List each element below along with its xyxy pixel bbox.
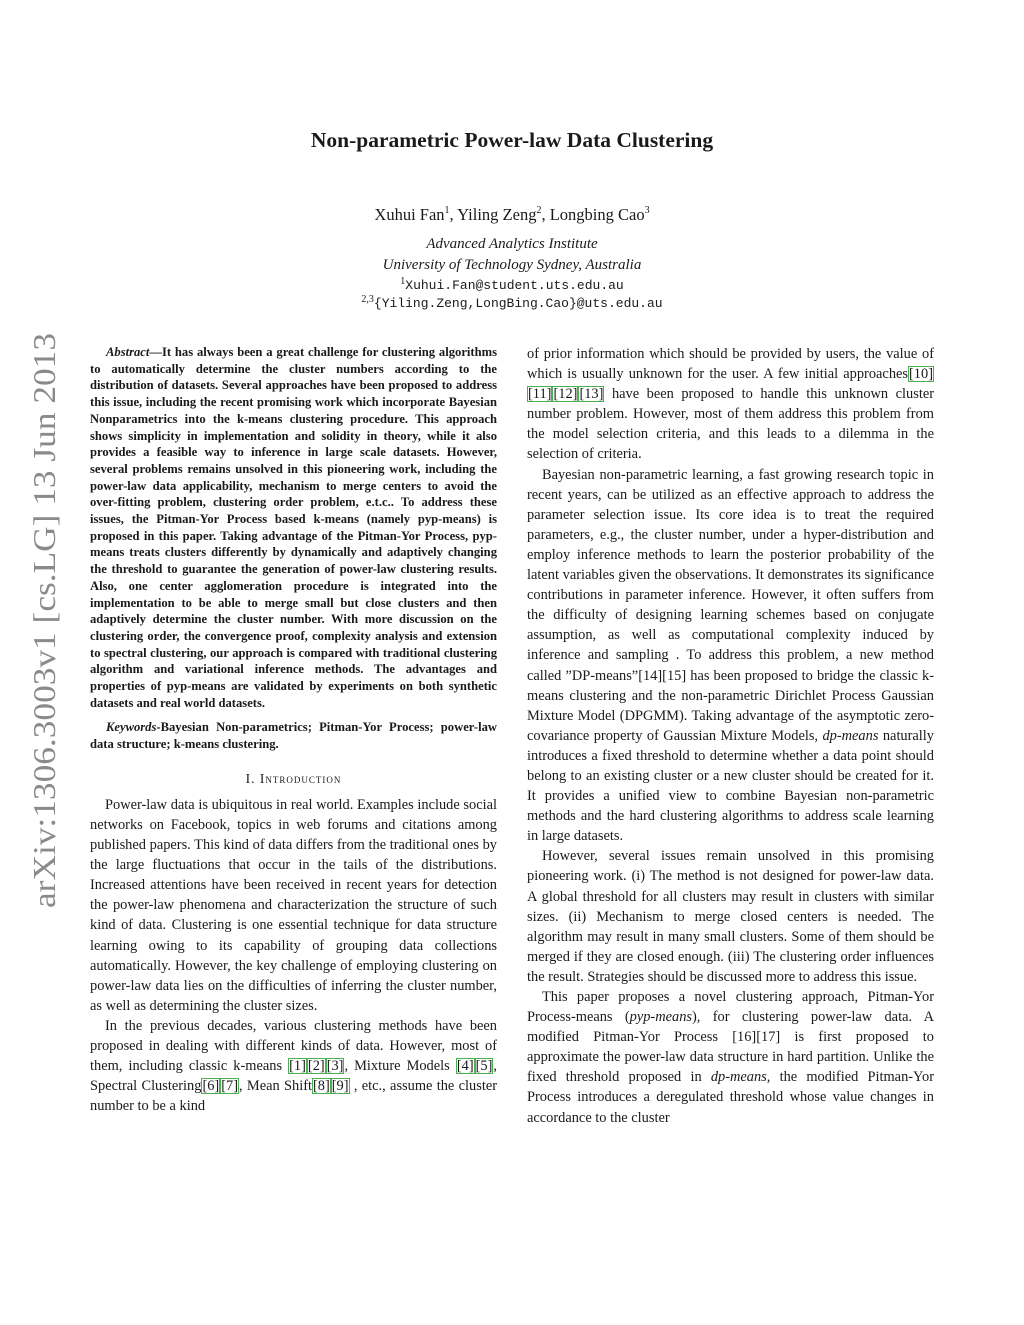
citation-link[interactable]: [11]: [528, 386, 552, 403]
paragraph-text: have been proposed to handle this unknown cluster number problem. However, most of them address this problem from the model selection criteria, and this leads to a dilemma in the selection of criteria.: [527, 386, 934, 463]
paragraph-text: naturally introduces a fixed threshold to determine whether a data point should belong to an existing cluster or a new cluster should be created for it. It provides a unified view to combine Bayesian non-parametric methods and the hard clustering algorithms to address scale learning in large datasets.: [527, 727, 935, 845]
body-paragraph: [527, 344, 934, 465]
citation-link[interactable]: [2]: [307, 1058, 325, 1075]
email-line-1: [0, 276, 1024, 293]
left-column: [90, 344, 497, 1116]
method-name: dp-means: [710, 1069, 767, 1086]
paragraph-text: , Mean Shift: [239, 1078, 312, 1095]
author-mark: 2: [536, 205, 542, 216]
paragraph-text: of prior information which should be provided by users, the value of which is usually unknown for the user. A few initial approaches: [527, 346, 934, 383]
citation-link[interactable]: [7]: [221, 1078, 238, 1095]
body-paragraph: However, several issues remain unsolved in this promising pioneering work. (i) The method is not designed for power-law data. A global threshold for all clusters may result in clusters with similar sizes. (ii) Mechanism to merge closed centers is needed. The algorithm may result in many small clusters. Some of them should be merged if they are closed enough. (iii) The clustering order influences the result. Strategies should be discussed more to address this issue.: [527, 848, 934, 985]
paragraph-text: , the modified Pitman-Yor Process introduces a deregulated threshold whose value changes in accordance to the cluster: [527, 1069, 934, 1126]
paragraph-text: ), for clustering power-law data. A modified Pitman-Yor Process [16][17] is first proposed to approximate the power-law data structure in hard partition. Unlike the fixed threshold proposed in: [527, 1009, 934, 1086]
author-name: Yiling Zeng: [457, 205, 537, 224]
paragraph-text: Bayesian non-parametric learning, a fast growing research topic in recent years, can be utilized as an effective approach to address the parameter selection issue. Its core idea is to treat the required parameters, e.g., the cluster number, under a hyper-distribution and employ inference methods to learn the posterior probability of the latent variables given the observations. It demonstrates its significance contributions in parameter inference. However, it often suffers from the difficulty of designing learning schemes based on conjugate assumption, as well as computational complexity induced by inference and sampling . To address this problem, a new method called ”DP-means”[14][15] has been proposed to bridge the classic k-means clustering and the non-parametric Dirichlet Process Gaussian Mixture Model (DPGMM). Taking advantage of the asymptotic zero-covariance property of Gaussian Mixture Models,: [527, 466, 934, 744]
citation-link[interactable]: [12]: [553, 386, 578, 403]
citation-link[interactable]: [6]: [202, 1078, 220, 1095]
author-mark: 3: [644, 205, 650, 216]
citation-link[interactable]: [3]: [326, 1058, 344, 1075]
arxiv-identifier: arXiv:1306.3003v1 [cs.LG] 13 Jun 2013: [27, 395, 62, 908]
citation-link[interactable]: [10]: [909, 366, 933, 383]
affiliation-university: University of Technology Sydney, Australia: [382, 257, 642, 273]
abstract: [90, 344, 497, 711]
right-column: [527, 344, 934, 1128]
email-address[interactable]: Xuhui.Fan@student.uts.edu.au: [405, 278, 624, 293]
author-name: Longbing Cao: [549, 205, 645, 224]
citation-link[interactable]: [1]: [289, 1058, 306, 1075]
keywords-label: Keywords: [106, 720, 157, 735]
author-mark: 1: [444, 205, 450, 216]
affiliation-institute: Advanced Analytics Institute: [426, 236, 598, 252]
citation-link[interactable]: [13]: [579, 386, 604, 403]
citation-link[interactable]: [8]: [312, 1078, 330, 1095]
intro-paragraph: [90, 1016, 497, 1116]
paragraph-text: In the previous decades, various clustering methods have been proposed in dealing with different kinds of data. However, most of them, including classic k-means: [90, 1017, 497, 1075]
paragraph-text: , etc., assume the cluster number to be a kind: [90, 1078, 497, 1115]
abstract-label: Abstract: [106, 345, 150, 359]
intro-paragraph: Power-law data is ubiquitous in real world. Examples include social networks on Facebook, topics in web forums and citations among published papers. This kind of data differs from the traditional ones by the large fluctuations that occur in the tails of the distributions. Increased attentions have been received in recent years for detection the power-law phenomena and characterization the structure of such kind of data. Clustering is one essential technique for data structure learning owing to its capability of grouping data collections automatically. However, the key challenge of employing clustering on power-law data lies on the difficulties of inferring the cluster number, as well as determining the cluster sizes.: [90, 796, 497, 1014]
section-number: I.: [245, 770, 256, 786]
method-name: pyp-means: [629, 1009, 692, 1026]
paper-title: Non-parametric Power-law Data Clustering: [310, 128, 714, 152]
email-address[interactable]: {Yiling.Zeng,LongBing.Cao}@uts.edu.au: [373, 296, 663, 311]
section-title: Introduction: [259, 770, 342, 786]
paragraph-text: This paper proposes a novel clustering approach, Pitman-Yor Process-means (: [527, 989, 934, 1026]
email-mark: 1: [400, 276, 406, 287]
abstract-text: —It has always been a great challenge for clustering algorithms to automatically determine the cluster numbers according to the distribution of datasets. Several approaches have been proposed to address this issue, including the recent promising work which incorporate Bayesian Nonparametrics into the k-means clustering procedure. This approach shows simplicity in implementation and solidity in theory, while it also provides a feasible way to inference in large scale datasets. However, several problems remains unsolved in this pioneering work, including the power-law data applicability, mechanism to merge centers to avoid the over-fitting problem, clustering order problem, e.t.c.. To address these issues, the Pitman-Yor Process based k-means (namely pyp-means) is proposed in this paper. Taking advantage of the Pitman-Yor Process, pyp-means treats clusters differently by dynamically and adaptively changing the threshold to guarantee the generation of power-law clustering results. Also, one center agglomeration procedure is integrated into the implementation to be able to merge small but close clusters and then adaptively determine the cluster number. With more discussion on the clustering order, the convergence proof, complexity analysis and extension to spectral clustering, our approach is compared with traditional clustering algorithm and variational inference methods. The advantages and properties of pyp-means are validated by experiments on both synthetic datasets and real world datasets.: [90, 345, 497, 710]
citation-link[interactable]: [5]: [475, 1058, 493, 1075]
author-name: Xuhui Fan: [374, 205, 445, 224]
author-line: Xuhui Fan$^1$, Yiling Zeng$^2$, Longbing Cao$^3$: [374, 205, 650, 224]
method-name: dp-means: [822, 727, 879, 744]
section-heading: [90, 771, 497, 787]
keywords: [90, 719, 497, 752]
email-line-2: [0, 294, 1024, 311]
arxiv-side-stamp: [22, 330, 62, 910]
body-paragraph: [527, 465, 934, 847]
keywords-text: -Bayesian Non-parametrics; Pitman-Yor Process; power-law data structure; k-means clustering.: [90, 720, 497, 752]
email-mark: 2,3: [361, 294, 374, 305]
citation-link[interactable]: [9]: [331, 1078, 349, 1095]
paragraph-text: , Spectral Clustering: [90, 1058, 497, 1095]
paragraph-text: , Mixture Models: [344, 1058, 456, 1075]
body-paragraph: [527, 987, 934, 1128]
citation-link[interactable]: [4]: [456, 1058, 474, 1075]
